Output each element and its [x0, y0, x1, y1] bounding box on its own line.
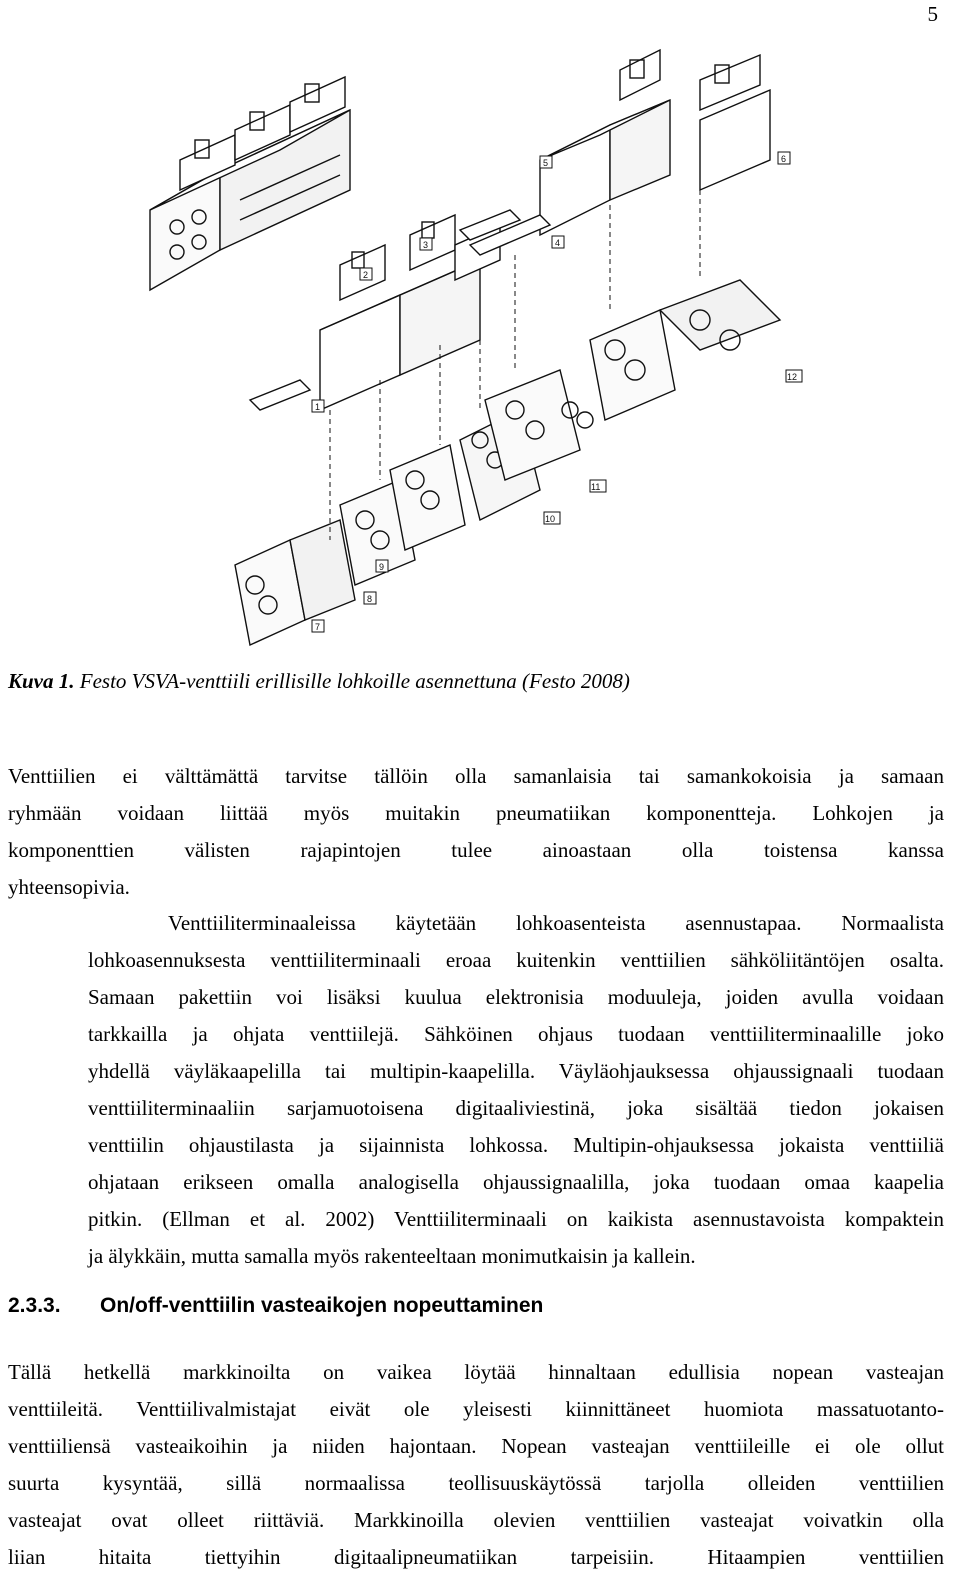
- text-line: Tällä hetkellä markkinoilta on vaikea löytää hinnaltaan edullisia nopean vasteajan: [8, 1360, 944, 1384]
- svg-text:2: 2: [363, 270, 369, 280]
- section-title: On/off-venttiilin vasteaikojen nopeuttaminen: [100, 1294, 544, 1317]
- callout-9: [376, 560, 388, 572]
- figure-caption: [8, 668, 948, 694]
- section-heading: [8, 1291, 944, 1321]
- text-line: yhdellä väyläkaapelilla tai multipin-kaapelilla. Väyläohjauksessa ohjaussignaali tuodaan: [88, 1059, 944, 1083]
- caption-text: Festo VSVA-venttiili erillisille lohkoille asennettuna (Festo 2008): [79, 669, 630, 693]
- section-number: 2.3.3.: [8, 1294, 61, 1317]
- callout-12: [786, 370, 802, 382]
- callout-6: [778, 152, 790, 164]
- callout-4: [552, 236, 564, 248]
- paragraph-1: [8, 758, 944, 906]
- svg-text:9: 9: [379, 562, 385, 572]
- exploded-valve-drawing: [140, 40, 820, 660]
- text-line: Venttiiliterminaaleissa käytetään lohkoasenteista asennustapaa. Normaalista: [168, 911, 944, 935]
- callout-3: [420, 238, 432, 250]
- page-number: 5: [927, 2, 938, 26]
- callout-11: [590, 480, 606, 492]
- assembled-valve-terminal: [150, 77, 350, 290]
- cover-plate-1: [250, 380, 310, 410]
- text-line: venttiileitä. Venttiilivalmistajat eivät ole yleisesti kiinnittäneet huomiota massatuotanto-: [8, 1397, 944, 1421]
- svg-text:5: 5: [543, 158, 549, 168]
- callout-10: [544, 512, 560, 524]
- svg-text:4: 4: [555, 238, 561, 248]
- svg-text:10: 10: [545, 514, 556, 524]
- text-line: venttiilin ohjaustilasta ja sijainnista lohkossa. Multipin-ohjauksessa jokaista venttiiliä: [88, 1133, 944, 1157]
- caption-label: Kuva 1.: [8, 669, 75, 693]
- valve-group-right: [540, 50, 770, 235]
- callout-8: [364, 592, 376, 604]
- text-line: suurta kysyntää, sillä normaalissa teollisuuskäytössä tarjolla olleiden venttiilien: [8, 1471, 944, 1495]
- text-line: tarkkailla ja ohjata venttiilejä. Sähköinen ohjaus tuodaan venttiiliterminaalille joko: [88, 1022, 944, 1046]
- sub-base-blocks: [235, 280, 780, 645]
- svg-text:6: 6: [781, 154, 787, 164]
- paragraph-2: [8, 905, 944, 1275]
- text-line: venttiiliterminaaliin sarjamuotoisena digitaaliviestinä, joka sisältää tiedon jokaisen: [88, 1096, 944, 1120]
- text-line: ja älykkäin, mutta samalla myös rakenteeltaan monimutkaisin ja kallein.: [88, 1244, 696, 1268]
- text-line: lohkoasennuksesta venttiiliterminaali eroaa kuitenkin venttiilien sähköliitäntöjen osalta.: [88, 948, 944, 972]
- callout-1: [312, 400, 324, 412]
- valve-assembly-figure: [140, 40, 820, 660]
- text-line: pitkin. (Ellman et al. 2002) Venttiiliterminaali on kaikista asennustavoista kompaktein: [88, 1207, 944, 1231]
- text-line: venttiiliensä vasteaikoihin ja niiden hajontaan. Nopean vasteajan venttiileille ei ole ollut: [8, 1434, 944, 1458]
- paragraph-3: [8, 1354, 944, 1576]
- text-line: vasteajat ovat olleet riittäviä. Markkinoilla olevien venttiilien vasteajat voivatkin olla: [8, 1508, 944, 1532]
- text-line: yhteensopivia.: [8, 875, 130, 899]
- svg-text:7: 7: [315, 622, 321, 632]
- callout-7: [312, 620, 324, 632]
- text-line: Venttiilien ei välttämättä tarvitse tällöin olla samanlaisia tai samankokoisia ja samaan: [8, 764, 944, 788]
- text-line: ryhmään voidaan liittää myös muitakin pneumatiikan komponentteja. Lohkojen ja: [8, 801, 944, 825]
- svg-text:11: 11: [591, 482, 601, 492]
- svg-text:8: 8: [367, 594, 373, 604]
- text-line: liian hitaita tiettyihin digitaalipneumatiikan tarpeisiin. Hitaampien venttiilien: [8, 1545, 944, 1569]
- text-line: ohjataan erikseen omalla analogisella ohjaussignaalilla, joka tuodaan omaa kaapelia: [88, 1170, 944, 1194]
- text-line: komponenttien välisten rajapintojen tulee ainoastaan olla toistensa kanssa: [8, 838, 944, 862]
- svg-text:3: 3: [423, 240, 429, 250]
- svg-text:12: 12: [787, 372, 798, 382]
- svg-text:1: 1: [315, 402, 321, 412]
- text-line: Samaan pakettiin voi lisäksi kuulua elektronisia moduuleja, joiden avulla voidaan: [88, 985, 944, 1009]
- callout-5: [540, 156, 552, 168]
- callout-2: [360, 268, 372, 280]
